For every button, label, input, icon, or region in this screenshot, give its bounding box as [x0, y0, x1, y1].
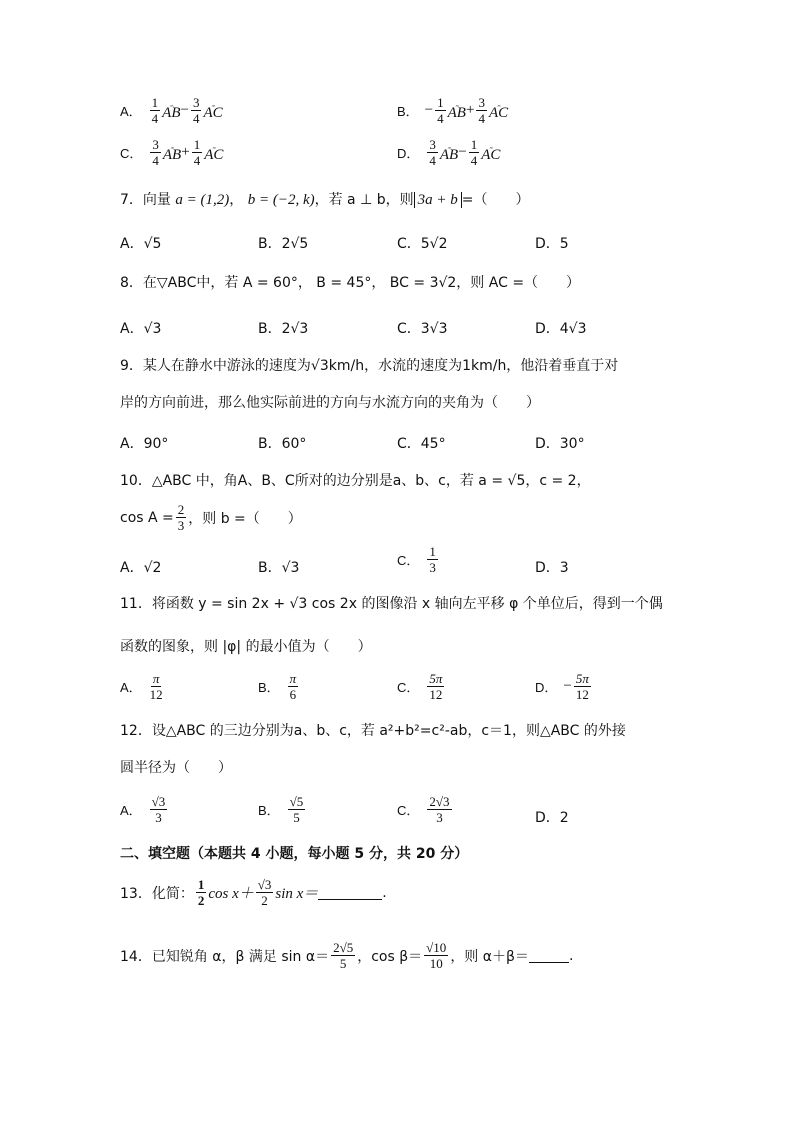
option-label: B． — [258, 680, 280, 695]
fraction: $\frac{3}{4}$ — [478, 95, 485, 126]
q8-option-b[interactable]: B．2√3 — [258, 321, 309, 337]
q7-stem: 7．向量 a = (1,2)， b = (−2, k)，若 a ⊥ b，则 3a + b =（ ） — [120, 192, 530, 208]
fraction: $\frac{1}{4}$ — [151, 95, 159, 126]
q6-option-c[interactable] — [120, 138, 223, 167]
q11-option-d[interactable] — [535, 672, 593, 701]
option-label: C． — [120, 146, 143, 161]
q9-option-c[interactable]: C．45° — [397, 436, 446, 452]
q9-option-a[interactable]: A．90° — [120, 436, 169, 452]
vector-a-def: a = (1,2) — [175, 192, 230, 208]
fraction: $\frac{2√5}{5}$ — [333, 940, 354, 971]
period: . — [568, 947, 574, 964]
fraction: $\frac{√5}{5}$ — [289, 794, 304, 825]
operator: − — [563, 678, 572, 694]
fraction: $\frac{1}{4}$ — [470, 137, 478, 168]
q14-tail: ，则 α＋β＝ — [450, 948, 529, 965]
q7-options — [0, 233, 794, 263]
option-label: D． — [535, 680, 558, 695]
fraction: $\frac{5\pi}{12}$ — [575, 671, 589, 702]
q14-stem — [120, 941, 573, 970]
vector-ac: ꞈꞈ AC — [204, 141, 224, 163]
option-label: A． — [120, 104, 142, 119]
q9-stem-line1: 9．某人在静水中游泳的速度为√3km/h，水流的速度为1km/h，他沿着垂直于对 — [120, 358, 619, 374]
q8-option-c[interactable]: C．3√3 — [397, 321, 448, 337]
q12-option-d[interactable]: D．2 — [535, 810, 569, 826]
q10-options — [0, 544, 794, 587]
option-label: D． — [397, 146, 420, 161]
vector-ab: ꞈꞈ AB — [447, 99, 466, 121]
fraction: $\frac{√3}{3}$ — [151, 794, 166, 825]
q7-prefix: 7．向量 — [120, 192, 171, 208]
q12-option-a[interactable] — [120, 795, 169, 824]
q6-option-d[interactable] — [397, 138, 500, 167]
vector-ac: ꞈꞈ AC — [488, 99, 509, 121]
option-label: B． — [258, 803, 280, 818]
q13-stem — [120, 878, 387, 907]
operator: + — [465, 102, 475, 118]
operator: + — [181, 144, 190, 160]
q11-stem-line1: 11．将函数 y = sin 2x + √3 cos 2x 的图像沿 x 轴向左平移 φ 个单位后，得到一个偶 — [120, 596, 663, 612]
q6-option-b[interactable] — [397, 96, 508, 125]
fraction: $\frac{1}{4}$ — [193, 137, 201, 168]
q11-option-b[interactable] — [258, 672, 300, 701]
option-label: C． — [397, 803, 420, 818]
q13-term1: cos x＋ — [208, 886, 254, 902]
q10-option-c[interactable] — [397, 545, 440, 574]
q9-option-b[interactable]: B．60° — [258, 436, 307, 452]
q12-option-c[interactable] — [397, 795, 454, 824]
q8-option-a[interactable]: A．√3 — [120, 321, 162, 337]
q10-cos-label: cos A = — [120, 509, 174, 526]
q10-stem-line1: 10．△ABC 中，角A、B、C所对的边分别是a、b、c，若 a = √5，c = 2， — [120, 473, 591, 489]
q8-options — [0, 318, 794, 348]
vector-ab: ꞈꞈ AB — [162, 99, 181, 121]
q7-option-b[interactable]: B．2√5 — [258, 236, 309, 252]
fraction: $\frac{\pi}{12}$ — [149, 671, 163, 702]
fraction: $\frac{3}{4}$ — [152, 137, 159, 168]
q9-option-d[interactable]: D．30° — [535, 436, 585, 452]
fraction: $\frac{2}{3}$ — [177, 502, 185, 533]
option-label: B． — [397, 104, 419, 119]
q12-stem-line2: 圆半径为（ ） — [120, 760, 232, 776]
fraction: $\frac{3}{4}$ — [192, 95, 200, 126]
operator: − — [180, 102, 189, 118]
fraction: $\frac{\pi}{6}$ — [289, 671, 297, 702]
q6-option-a[interactable] — [120, 96, 223, 125]
vector-ab: ꞈꞈ AB — [439, 141, 459, 163]
q10-option-b[interactable]: B．√3 — [258, 560, 300, 576]
fraction: $\frac{5\pi}{12}$ — [429, 671, 443, 702]
q11-options — [0, 672, 794, 702]
fraction: $\frac{3}{4}$ — [429, 137, 436, 168]
q7-condition: ，若 a ⊥ b，则 — [314, 192, 414, 208]
fraction: $\frac{√10}{10}$ — [426, 940, 447, 971]
vector-ab: ꞈꞈ AB — [162, 141, 182, 163]
option-label: A． — [120, 680, 142, 695]
q14-mid: ，cos β＝ — [357, 948, 423, 965]
fraction: $\frac{1}{2}$ — [197, 877, 205, 908]
answer-blank[interactable] — [529, 948, 569, 963]
q12-stem-line1: 12．设△ABC 的三边分别为a、b、c，若 a²+b²=c²-ab，c＝1，则△ABC 的外接 — [120, 723, 626, 739]
fraction: $\frac{√3}{2}$ — [257, 877, 272, 908]
q7-option-d[interactable]: D．5 — [535, 236, 569, 252]
q8-option-d[interactable]: D．4√3 — [535, 321, 587, 337]
q14-prefix: 14．已知锐角 α，β 满足 sin α＝ — [120, 948, 330, 965]
answer-blank[interactable] — [318, 885, 382, 900]
q7-tail: =（ ） — [461, 192, 530, 208]
q7-option-c[interactable]: C．5√2 — [397, 236, 448, 252]
period: . — [382, 884, 387, 901]
q7-option-a[interactable]: A．√5 — [120, 236, 162, 252]
abs-expression: 3a + b — [414, 192, 462, 208]
section-heading-fill-in: 二、填空题（本题共 4 小题，每小题 5 分，共 20 分） — [120, 846, 469, 862]
q9-options — [0, 433, 794, 463]
q9-stem-line2: 岸的方向前进，那么他实际前进的方向与水流方向的夹角为（ ） — [120, 395, 540, 411]
q11-stem-line2: 函数的图象，则 |φ| 的最小值为（ ） — [120, 639, 372, 655]
q10-option-d[interactable]: D．3 — [535, 560, 569, 576]
fraction: $\frac{1}{3}$ — [429, 544, 436, 575]
q10-option-a[interactable]: A．√2 — [120, 560, 162, 576]
option-label: C． — [397, 553, 420, 568]
operator: − — [458, 144, 467, 160]
operator: − — [424, 102, 434, 118]
q13-term2: sin x＝ — [275, 886, 319, 902]
q8-stem: 8．在▽ABC中，若 A = 60°， B = 45°， BC = 3√2，则 AC =（ ） — [120, 275, 581, 291]
fraction: $\frac{1}{4}$ — [437, 95, 444, 126]
q11-option-a[interactable] — [120, 672, 165, 701]
option-label: A． — [120, 803, 142, 818]
q10-tail: ，则 b =（ ） — [188, 510, 302, 527]
q13-prefix: 13．化简： — [120, 885, 194, 902]
q12-options — [0, 795, 794, 825]
vector-b-def: b = (−2, k) — [247, 192, 315, 208]
fraction: $\frac{2√3}{3}$ — [429, 794, 450, 825]
vector-ac: ꞈꞈ AC — [203, 99, 223, 121]
q11-option-c[interactable] — [397, 672, 446, 701]
q10-stem-line2 — [120, 503, 302, 532]
option-label: C． — [397, 680, 420, 695]
q12-option-b[interactable] — [258, 795, 307, 824]
vector-ac: ꞈꞈ AC — [481, 141, 501, 163]
